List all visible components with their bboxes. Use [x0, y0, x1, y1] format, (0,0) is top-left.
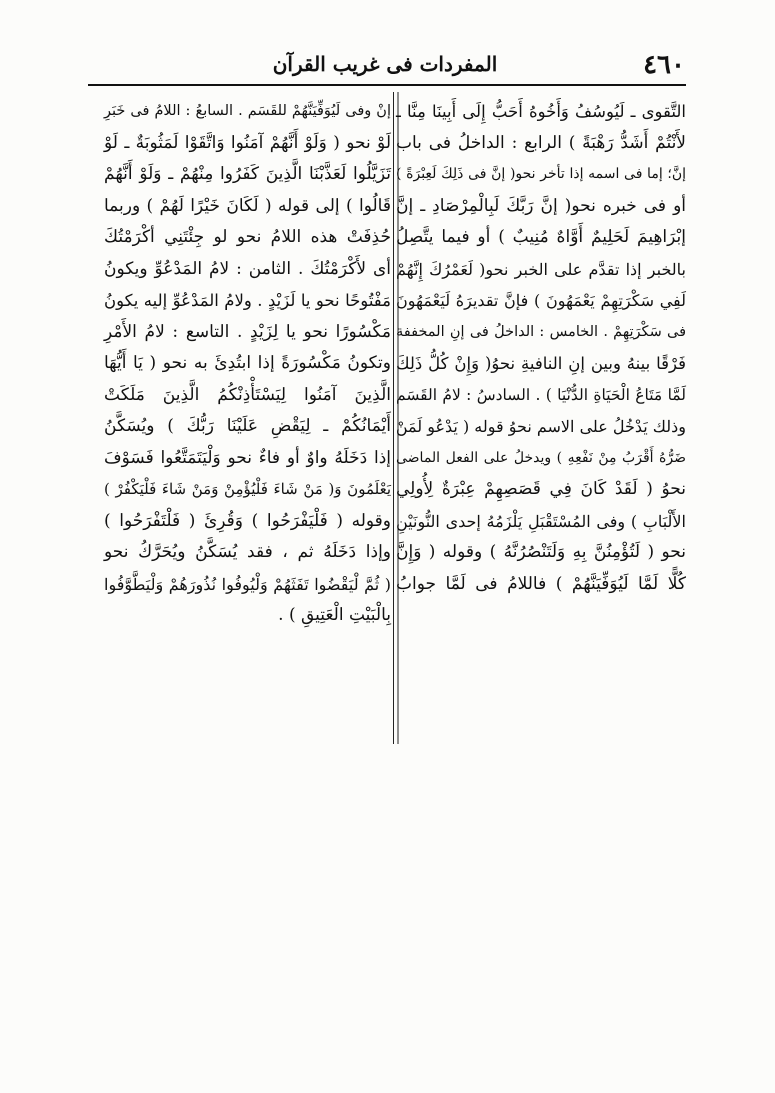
right-column	[396, 96, 686, 600]
page-number: ٤٦٠	[643, 50, 685, 80]
text-line: لَمَّا مَتَاعُ الْحَيَاةِ الدُّنْيَا ) . السادسُ : لامُ القَسَم	[396, 385, 686, 404]
page-header	[85, 44, 685, 84]
text-line: وتكونُ مَكْسُورَةً إذا ابتُدِئَ به نحو ( يَا أَيُّهَا	[104, 353, 391, 373]
text-line: مَفْتُوحًا نحو يا لَزَيْدٍ . ولامُ المَدْعُوِّ إليه يكونُ	[104, 291, 391, 310]
text-line: يَعْلَمُونَ وَ( مَنْ شَاءَ فَلْيُؤْمِنْ وَمَنْ شَاءَ فَلْيَكْفُرْ )	[104, 480, 391, 498]
text-line: نحوُ ( لَقَدْ كَانَ فِي قَصَصِهِمْ عِبْرَةٌ لِأُولِي	[396, 479, 686, 499]
text-line: إبْرَاهِيمَ لَحَلِيمٌ أَوَّاهٌ مُنِيبٌ ) أو فيما يتَّصِلُ	[396, 227, 686, 247]
text-line: لأَنْتُمْ أَشَدُّ رَهْبَةً ) الرابع : الداخلُ فى باب	[396, 132, 686, 153]
text-line: حُذِفَتْ هذه اللامُ نحو لو جِئْتَنِي أكْرَمْتُكَ	[104, 227, 391, 247]
text-line: الأَلْبَابِ ) وفى المُسْتَقْبَلِ يَلْزَمُهُ إحدى النُّونَيْنِ	[396, 511, 686, 531]
text-line: فَرْقًا بينهُ وبين إنِ النافيةِ نحوُ( وَإِنْ كُلُّ ذَلِكَ	[396, 354, 686, 373]
text-line: لَفِي سَكْرَتِهِمْ يَعْمَهُونَ ) فإنَّ تقديرَهُ لَيَعْمَهُونَ	[396, 291, 686, 310]
text-line: وقوله ( فَلْيَفْرَحُوا ) وَقُرِئَ ( فَلْتَفْرَحُوا )	[104, 510, 391, 531]
header-rule	[88, 84, 686, 86]
text-line: مَكْسُورًا نحو يا لِزَيْدٍ . التاسع : لامُ الأَمْرِ	[104, 321, 391, 342]
running-title: المفردات فى غريب القرآن	[272, 52, 498, 76]
text-line: بِالْبَيْتِ الْعَتِيقِ ) .	[278, 605, 391, 625]
text-line: إنْ وفى لَيُوَفِّيَنَّهُمْ للقَسَم . السابعُ : اللامُ فى خَبَرِ	[104, 103, 391, 119]
text-line: إذا دَخَلَهُ واوٌ أو فاءٌ نحو وَلْيَتَمَتَّعُوا فَسَوْفَ	[104, 447, 391, 468]
left-column	[104, 96, 391, 632]
text-line: بالخبر إذا تقدَّم على الخبر نحو( لَعَمْرُكَ إِنَّهُمْ	[396, 259, 686, 279]
text-line: ضَرُّهُ أَقْرَبُ مِنْ نَفْعِهِ ) ويدخلُ على الفعل الماضى	[396, 449, 686, 466]
text-line: وذلك يَدْخُلُ على الاسم نحوُ قوله ( يَدْعُو لَمَنْ	[395, 417, 686, 436]
text-line: ( ثُمَّ لْيَقْضُوا تَفَثَهُمْ وَلْيُوفُوا نُذُورَهُمْ وَلْيَطَّوَّفُوا	[104, 574, 391, 594]
text-line: التَّقوى ـ لَيُوسُفُ وَأَخُوهُ أَحَبُّ إِلَى أَبِينَا مِنَّا ـ	[396, 102, 686, 121]
text-line: وإذا دَخَلَهُ ثم ، فقد يُسَكَّنُ ويُحَرَّكُ نحو	[104, 542, 391, 562]
column-divider	[393, 92, 394, 744]
text-line: أو فى خبره نحو( إنَّ رَبَّكَ لَبِالْمِرْصَادِ ـ إنَّ	[396, 195, 686, 216]
text-line: تَزَيَّلُوا لَعَذَّبْنَا الَّذِينَ كَفَرُوا مِنْهُمْ ـ وَلَوْ أَنَّهُمْ	[104, 164, 391, 184]
text-line: قَالُوا ) إلى قوله ( لَكَانَ خَيْرًا لَهُمْ ) وربما	[104, 195, 391, 216]
text-line: إنَّ؛ إما فى اسمه إذا تأخر نحو( إنَّ فى ذَلِكَ لَعِبْرَةً )	[396, 166, 686, 182]
text-line: الَّذِينَ آمَنُوا لِيَسْتَأْذِنْكُمُ الَّذِينَ مَلَكَتْ	[104, 384, 391, 405]
text-line: نحو ( لَتُؤْمِنُنَّ بِهِ وَلَتَنْصُرُنَّهُ ) وقوله ( وَإِنَّ	[396, 542, 686, 562]
text-line: أَيْمَانُكُمْ ـ لِيَقْضِ عَلَيْنَا رَبُّكَ ) ويُسَكَّنُ	[104, 416, 391, 436]
text-line: فى سَكْرَتِهِمْ . الخامس : الداخلُ فى إنِ المخففة	[396, 323, 686, 340]
text-line: كُلًّا لَمَّا لَيُوَفِّيَنَّهُمْ ) فاللامُ فى لَمَّا جوابُ	[396, 573, 686, 594]
text-line: أى لأَكْرَمْتُكَ . الثامن : لامُ المَدْعُوِّ ويكونُ	[104, 258, 391, 279]
text-line: لَوْ نحو ( وَلَوْ أَنَّهُمْ آمَنُوا وَاتَّقَوْا لَمَثُوبَةٌ ـ لَوْ	[104, 132, 391, 153]
